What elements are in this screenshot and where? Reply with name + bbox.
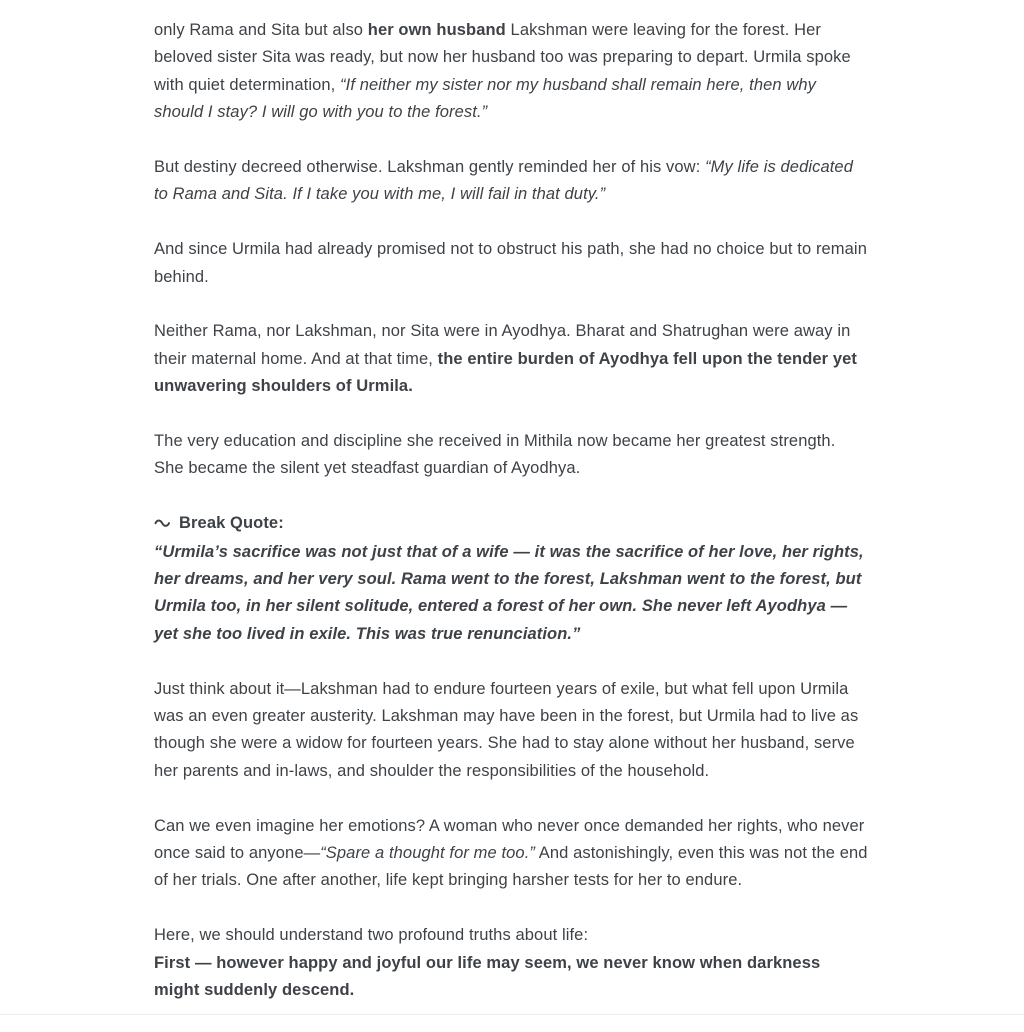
text-run: The very education and discipline she received in Mithila now became her greatest strength. She became the silent yet steadfast guardian of Ayodhya. [154,432,836,478]
paragraph [154,922,868,949]
text-run: But destiny decreed otherwise. Lakshman gently reminded her of his vow: [154,158,706,177]
break-quote-label: Break Quote: [179,514,284,533]
article-body [154,17,868,1032]
text-run-bold-italic: “Urmila’s sacrifice was not just that of a wife — it was the sacrifice of her love, her rights, her dreams, and her very soul. Rama went to the forest, Lakshman went to the forest, but Urmila too, in her silent solitude, entered a forest of her own. She never left Ayodhya — yet she too lived in exile. This was true renunciation.” [154,542,864,643]
text-run: And astonishingly, even this was not the end of her trials. One after another, life kept bringing harsher tests for her to endure. [154,844,868,890]
paragraph [154,813,868,895]
text-run-italic: “Spare a thought for me too.” [320,844,535,863]
text-run: And since Urmila had already promised not to obstruct his path, she had no choice but to remain behind. [154,240,867,286]
break-quote-heading [154,510,868,538]
text-run: Here, we should understand two profound truths about life: [154,926,589,945]
text-run-italic: “If neither my sister nor my husband shall remain here, then why should I stay? I will go with you to the forest.” [154,75,816,122]
text-run-bold: her own husband [367,21,506,39]
text-run: Just think about it—Lakshman had to endure fourteen years of exile, but what fell upon Urmila was an even greater austerity. Lakshman may have been in the forest, but Urmila had to live as though she were a widow for fourteen years. She had to stay alone without her husband, serve her parents and in-laws, and shoulder the responsibilities of the household. [154,679,859,780]
break-quote-text [154,539,868,649]
paragraph [154,154,868,209]
text-run: Can we even imagine her emotions? A woman who never once demanded her rights, who never once said to anyone— [154,816,865,863]
text-run: Lakshman were leaving for the forest. Her beloved sister Sita was ready, but now her husband too was preparing to depart. Urmila spoke with quiet determination, [154,21,851,94]
paragraph [154,236,868,291]
paragraph [154,676,868,786]
paragraph [154,950,868,1005]
text-run-bold: First — however happy and joyful our life may seem, we never know when darkness might suddenly descend. [154,953,821,1000]
paragraph [154,318,868,400]
text-run: Neither Rama, nor Lakshman, nor Sita were in Ayodhya. Bharat and Shatrughan were away in their maternal home. And at that time, [154,322,851,368]
bottom-divider [0,1014,1024,1015]
wavy-dash-icon [154,511,173,538]
text-run: only Rama and Sita but also [154,21,368,39]
paragraph [154,428,868,483]
text-run-bold: the entire burden of Ayodhya fell upon the tender yet unwavering shoulders of Urmila. [154,349,858,396]
paragraph [154,17,868,127]
text-run-italic: “My life is dedicated to Rama and Sita. If I take you with me, I will fail in that duty.” [154,158,853,204]
